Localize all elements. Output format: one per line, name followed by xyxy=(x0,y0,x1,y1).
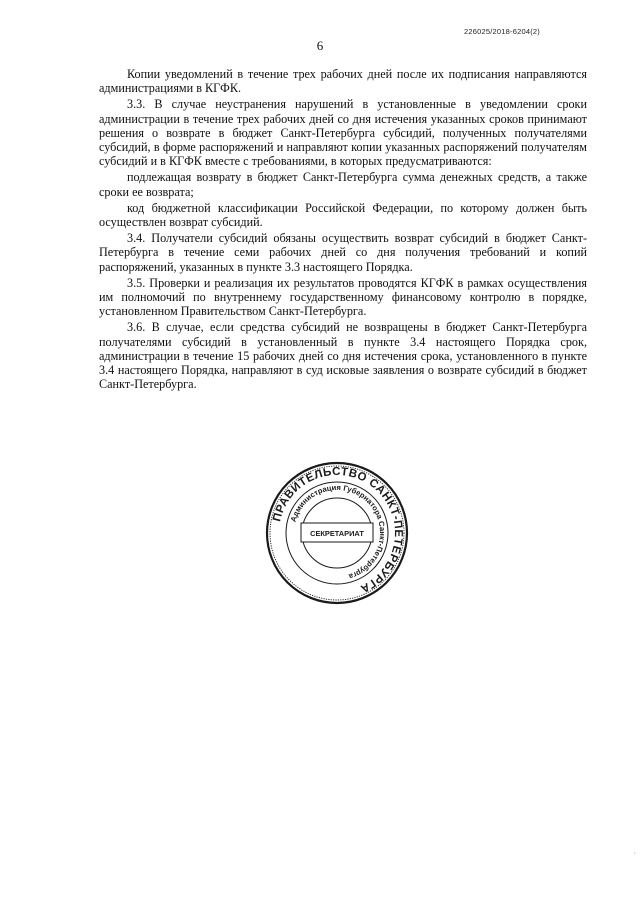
paragraph-budget-code: код бюджетной классификации Российской Федерации, по которому должен быть осуществлен возврат субсидий. xyxy=(99,200,587,230)
paragraph-notification-copies: Копии уведомлений в течение трех рабочих дней после их подписания направляются администрациями в КГФК. xyxy=(99,67,587,96)
paragraph-3-3: 3.3. В случае неустранения нарушений в установленные в уведомлении сроки администрации в течение трех рабочих дней со дня истечения указанных сроков принимают решения о возврате в бюджет Санкт-Петербурга субсидий, полученных получателями субсидий, в форме распоряжений и направляют копии указанных распоряжений получателям субсидий и в КГФК вместе с требованиями, в которых предусматриваются: xyxy=(99,97,587,169)
document-body xyxy=(99,67,587,393)
paragraph-refund-amount: подлежащая возврату в бюджет Санкт-Петербурга сумма денежных средств, а также сроки ее возврата; xyxy=(99,170,587,199)
stamp-outer-text: ПРАВИТЕЛЬСТВО САНКТ-ПЕТЕРБУРГА xyxy=(271,465,405,595)
stamp-inner-text: Администрация Губернатора Санкт-Петербурга xyxy=(288,482,388,582)
document-id: 226025/2018-6204(2) xyxy=(464,27,540,36)
paragraph-3-4: 3.4. Получатели субсидий обязаны осуществить возврат субсидий в бюджет Санкт-Петербурга в течение семи рабочих дней со дня получения требований и копий распоряжений, указанных в пункте 3.3 настоящего Порядка. xyxy=(99,231,587,274)
edge-mark: · xyxy=(633,850,636,857)
paragraph-3-6: 3.6. В случае, если средства субсидий не возвращены в бюджет Санкт-Петербурга получателями субсидий в установленный в пункте 3.4 настоящего Порядка срок, администрации в течение 15 рабочих дней со дня истечения срока, установленного в пункте 3.4 настоящего Порядка, направляют в суд исковые заявления о возврате субсидий в бюджет Санкт-Петербурга. xyxy=(99,320,587,392)
official-seal-stamp xyxy=(264,460,410,606)
stamp-center-text: СЕКРЕТАРИАТ xyxy=(310,529,364,538)
paragraph-3-5: 3.5. Проверки и реализация их результатов проводятся КГФК в рамках осуществления им полномочий по внутреннему государственному финансовому контролю в порядке, установленном Правительством Санкт-Петербурга. xyxy=(99,275,587,319)
page-number: 6 xyxy=(316,38,324,53)
